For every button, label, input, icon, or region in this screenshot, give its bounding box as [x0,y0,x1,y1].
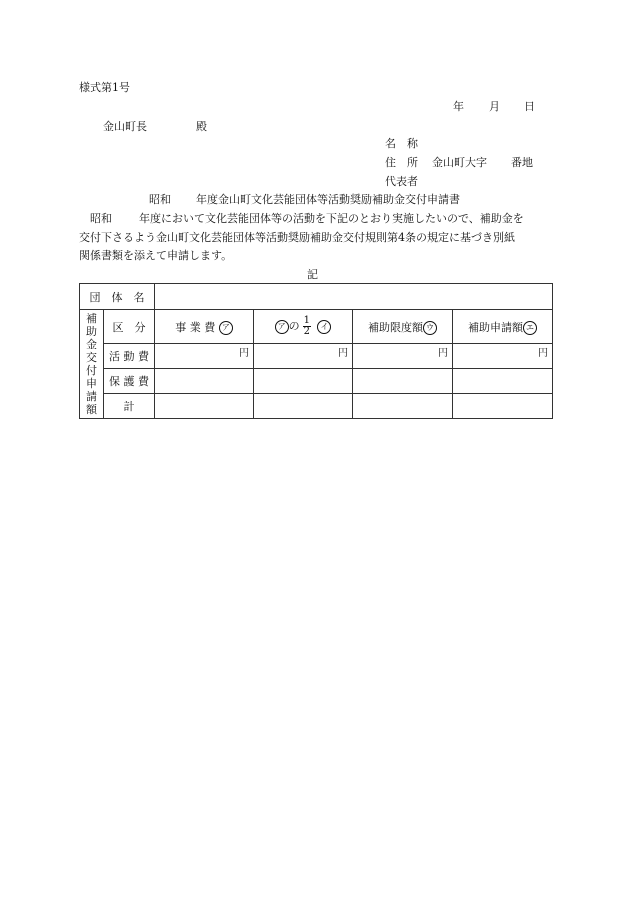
date-day: 日 [524,100,535,113]
mark-u-icon: ウ [423,321,437,335]
title-era: 昭和 [149,193,171,206]
col-request-label: 補助申請額 [468,320,523,334]
amount-cell[interactable] [155,344,254,369]
mark-e-icon: エ [523,321,537,335]
col-limit [353,310,453,344]
amount-cell[interactable] [453,344,553,369]
col-jigyohi [155,310,254,344]
table-row [80,394,553,419]
half-fraction [303,316,311,337]
no-label: の [288,319,300,333]
side-label-cell [80,310,104,419]
row-label-cell [104,369,155,394]
amount-cell[interactable] [453,394,553,419]
body-line-3: 関係書類を添えて申請します。 [79,249,233,262]
row-label-cell [104,344,155,369]
amount-cell[interactable] [254,394,353,419]
group-name-label: 団 体 名 [89,290,145,304]
table-row [80,369,553,394]
document-title: 年度金山町文化芸能団体等活動奨励補助金交付申請書 [196,193,460,206]
application-table [79,283,553,419]
amount-cell[interactable] [155,369,254,394]
row-label-cell [104,394,155,419]
addressee-honorific: 殿 [196,120,207,133]
col-jigyohi-label: 事 業 費 [175,320,216,334]
date-year: 年 [453,100,464,113]
mark-a-icon: ア [275,320,289,334]
body-line-1: 年度において文化芸能団体等の活動を下記のとおり実施したいので、補助金を [139,212,524,225]
group-name-row [80,284,553,310]
row-label: 計 [123,400,135,413]
addressee-name: 金山町長 [103,120,147,133]
fraction-numerator: 1 [303,315,310,326]
amount-cell[interactable] [353,369,453,394]
group-name-label-cell [80,284,155,310]
fraction-denominator: 2 [303,326,310,337]
form-number: 様式第1号 [79,81,130,94]
yen-unit: 円 [538,348,548,359]
kubun-cell [104,310,155,344]
date-month: 月 [489,100,500,113]
group-name-input[interactable] [155,284,553,310]
mark-i-icon: イ [317,320,331,334]
body-line-2: 交付下さるよう金山町文化芸能団体等活動奨励補助金交付規則第4条の規定に基づき別紙 [79,231,515,244]
row-label: 活 動 費 [109,350,149,363]
yen-unit: 円 [338,348,348,359]
header-row [80,310,553,344]
amount-cell[interactable] [155,394,254,419]
table-row [80,344,553,369]
amount-cell[interactable] [353,344,453,369]
kubun-label: 区 分 [112,320,146,334]
col-limit-label: 補助限度額 [368,320,423,334]
col-request [453,310,553,344]
ki-heading: 記 [307,268,318,281]
applicant-address-value: 金山町大字 [432,156,487,169]
applicant-rep-label: 代表者 [385,175,418,188]
applicant-address-suffix: 番地 [511,156,533,169]
side-label: 補助金交付申請額 [86,312,97,416]
amount-cell[interactable] [254,369,353,394]
body-era: 昭和 [90,212,112,225]
yen-unit: 円 [438,348,448,359]
applicant-address-label: 住 所 [385,156,418,169]
amount-cell[interactable] [453,369,553,394]
mark-a-icon: ア [219,321,233,335]
applicant-name-label: 名 称 [385,137,418,150]
row-label: 保 護 費 [109,375,149,388]
col-half [254,310,353,344]
amount-cell[interactable] [353,394,453,419]
amount-cell[interactable] [254,344,353,369]
yen-unit: 円 [239,348,249,359]
